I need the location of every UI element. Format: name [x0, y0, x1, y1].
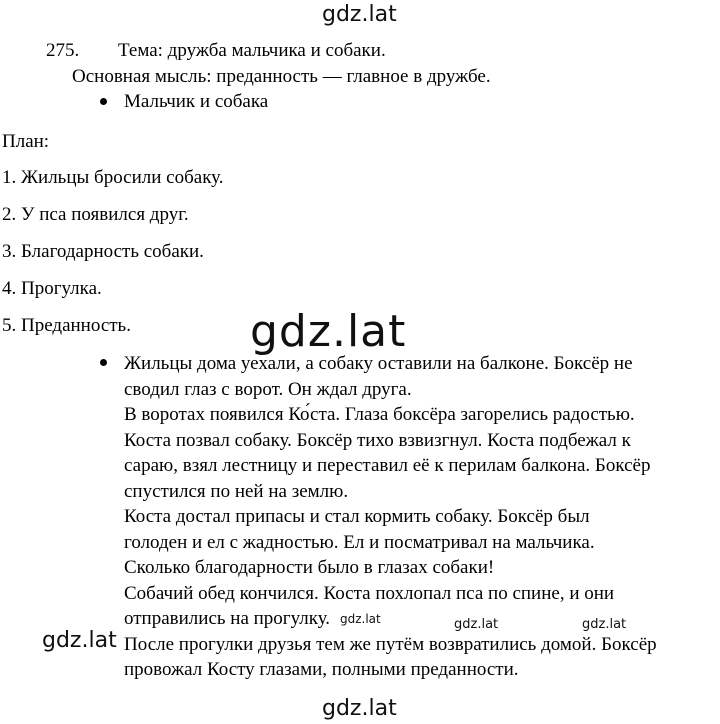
plan-item: 1. Жильцы бросили собаку. [2, 167, 224, 188]
story-line: Коста достал припасы и стал кормить собаку. Боксёр был [124, 506, 590, 527]
story-line: Жильцы дома уехали, а собаку оставили на балконе. Боксёр не [124, 353, 633, 374]
story-line: Коста позвал собаку. Боксёр тихо взвизгнул. Коста подбежал к [124, 429, 631, 451]
story-subtitle: Мальчик и собака [124, 91, 269, 112]
watermark-small: gdz.lat [582, 617, 627, 632]
story-line: спустился по ней на землю. [124, 480, 349, 502]
plan-item: 3. Благодарность собаки. [2, 241, 204, 262]
watermark-top: gdz.lat [322, 2, 397, 27]
story-line: сараю, взял лестницу и переставил её к перилам балкона. Боксёр [124, 455, 651, 476]
story-line: После прогулки друзья тем же путём возвратились домой. Боксёр [124, 633, 657, 655]
watermark-bottom: gdz.lat [322, 696, 397, 721]
watermark-small: gdz.lat [340, 612, 381, 626]
story-line: голоден и ел с жадностью. Ел и посматривал на мальчика. [124, 531, 595, 553]
story-line: отправились на прогулку. [124, 608, 331, 629]
story-line: сводил глаз с ворот. Он ждал друга. [124, 378, 412, 400]
bullet-icon [100, 359, 107, 366]
exercise-main-idea: Основная мысль: преданность — главное в дружбе. [72, 66, 491, 87]
plan-item: 5. Преданность. [2, 315, 131, 336]
story-line: провожал Косту глазами, полными преданности. [124, 659, 519, 680]
story-line: Сколько благодарности было в глазах собаки! [124, 557, 495, 578]
story-line: В воротах появился Ко́ста. Глаза боксёра загорелись радостью. [124, 404, 635, 425]
exercise-theme: Тема: дружба мальчика и собаки. [118, 40, 386, 61]
bullet-icon [100, 98, 107, 105]
plan-item: 2. У пса появился друг. [2, 204, 189, 225]
plan-item: 4. Прогулка. [2, 278, 102, 299]
exercise-number: 275. [46, 40, 80, 61]
plan-label: План: [2, 131, 50, 152]
watermark-left: gdz.lat [42, 628, 117, 653]
story-text [124, 351, 714, 683]
story-line: Собачий обед кончился. Коста похлопал пса по спине, и они [124, 582, 615, 604]
watermark-middle: gdz.lat [250, 306, 407, 357]
watermark-small: gdz.lat [454, 617, 499, 632]
